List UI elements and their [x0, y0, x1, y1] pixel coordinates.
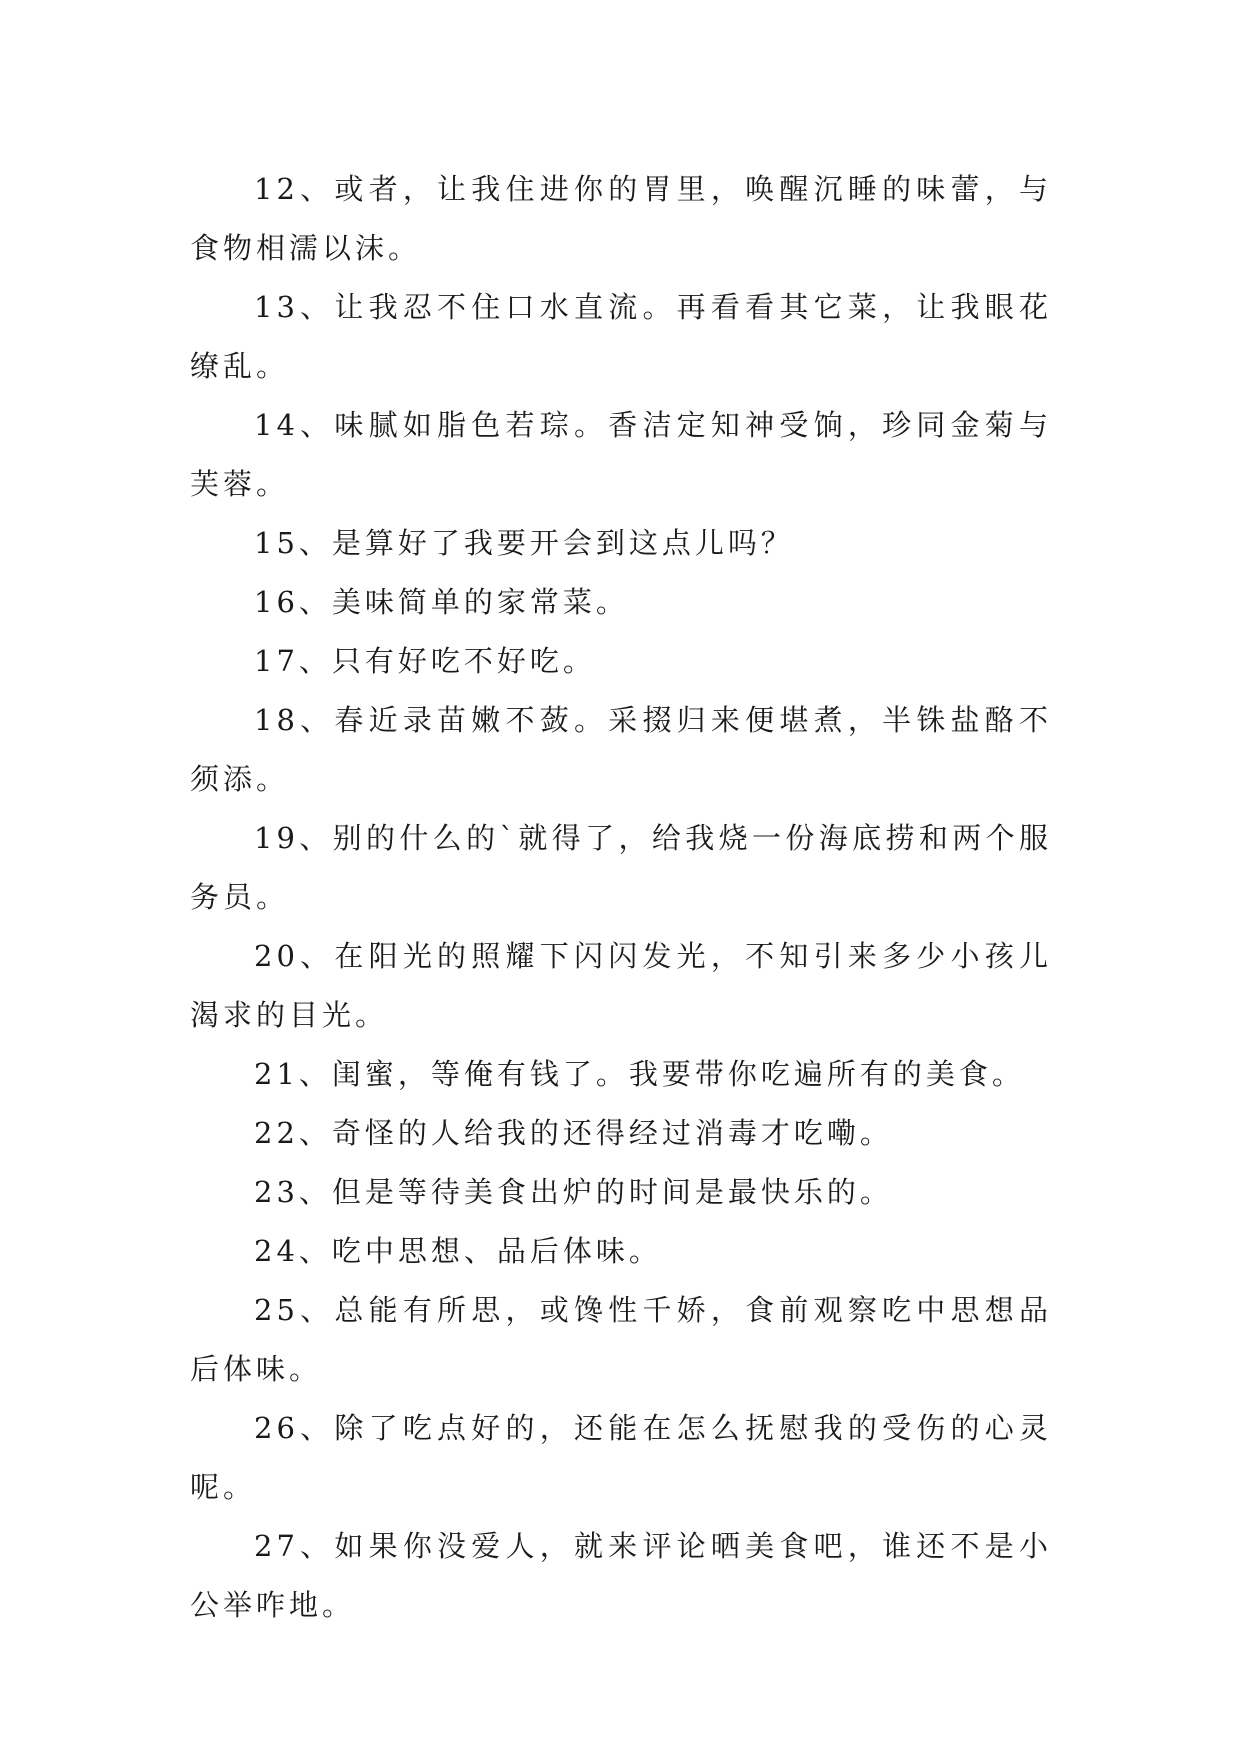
paragraph-16: 16、美味简单的家常菜。: [254, 585, 629, 619]
paragraph-14: 14、味腻如脂色若琮。香洁定知神受饷，珍同金菊与芙蓉。: [190, 408, 1052, 501]
paragraph-13: 13、让我忍不住口水直流。再看看其它菜，让我眼花缭乱。: [190, 290, 1052, 383]
paragraph-21: 21、闺蜜，等俺有钱了。我要带你吃遍所有的美食。: [254, 1057, 1025, 1091]
paragraph-24: 24、吃中思想、品后体味。: [254, 1234, 662, 1268]
paragraph-27: 27、如果你没爱人，就来评论晒美食吧，谁还不是小公举咋地。: [190, 1529, 1052, 1622]
document-body: [190, 160, 1052, 1635]
paragraph-26: 26、除了吃点好的，还能在怎么抚慰我的受伤的心灵呢。: [190, 1411, 1052, 1504]
paragraph-17: 17、只有好吃不好吃。: [254, 644, 596, 678]
paragraph-25: 25、总能有所思，或馋性千娇，食前观察吃中思想品后体味。: [190, 1293, 1052, 1386]
paragraph-18: 18、春近录苗嫩不蔹。采掇归来便堪煮，半铢盐酪不须添。: [190, 703, 1052, 796]
paragraph-22: 22、奇怪的人给我的还得经过消毒才吃嘞。: [254, 1116, 893, 1150]
paragraph-23: 23、但是等待美食出炉的时间是最快乐的。: [254, 1175, 893, 1209]
paragraph-20: 20、在阳光的照耀下闪闪发光，不知引来多少小孩儿渴求的目光。: [190, 939, 1052, 1032]
paragraph-15: 15、是算好了我要开会到这点儿吗？: [254, 526, 794, 560]
paragraph-12: 12、或者，让我住进你的胃里，唤醒沉睡的味蕾，与食物相濡以沫。: [190, 172, 1052, 265]
paragraph-19: 19、别的什么的`就得了，给我烧一份海底捞和两个服务员。: [190, 821, 1052, 914]
